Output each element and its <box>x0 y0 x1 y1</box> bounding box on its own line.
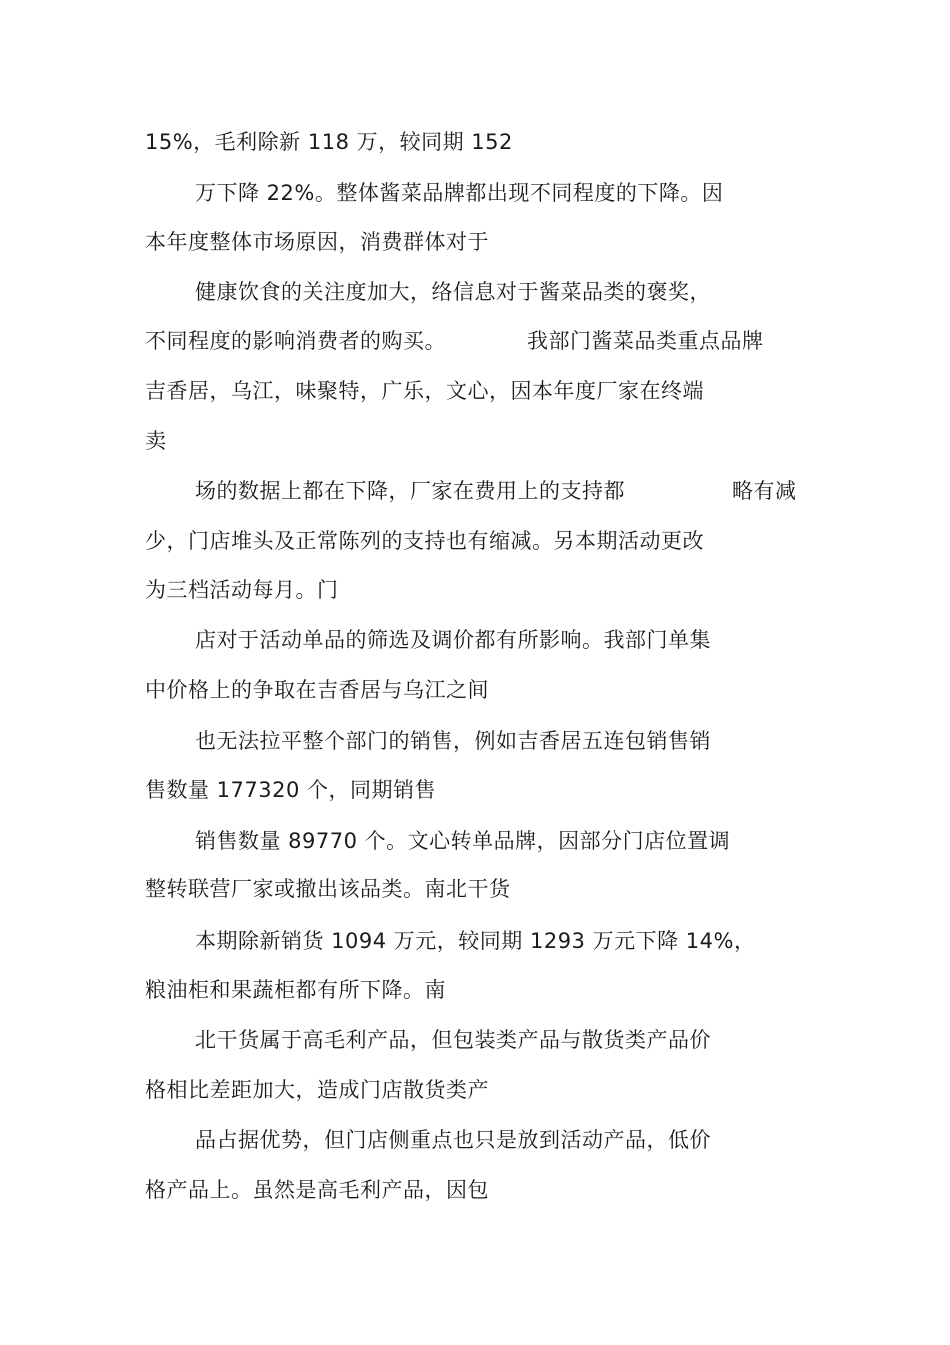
text-line: 品占据优势，但门店侧重点也只是放到活动产品，低价 <box>195 1128 711 1152</box>
text-line: 格产品上。虽然是高毛利产品，因包 <box>145 1178 489 1202</box>
text-line: 少，门店堆头及正常陈列的支持也有缩减。另本期活动更改 <box>145 529 704 553</box>
text-line: 我部门酱菜品类重点品牌 <box>527 329 764 353</box>
text-line: 场的数据上都在下降，厂家在费用上的支持都 <box>195 479 625 503</box>
text-line: 整转联营厂家或撤出该品类。南北干货 <box>145 877 511 901</box>
text-line: 店对于活动单品的筛选及调价都有所影响。我部门单集 <box>195 628 711 652</box>
text-line: 也无法拉平整个部门的销售，例如吉香居五连包销售销 <box>195 729 711 753</box>
text-line: 本期除新销货 1094 万元，较同期 1293 万元下降 14%， <box>195 929 756 953</box>
text-line: 粮油柜和果蔬柜都有所下降。南 <box>145 978 446 1002</box>
text-line: 卖 <box>145 429 167 453</box>
text-line: 本年度整体市场原因，消费群体对于 <box>145 230 489 254</box>
text-line: 15%，毛利除新 118 万，较同期 152 <box>145 130 513 154</box>
text-line: 销售数量 89770 个。文心转单品牌，因部分门店位置调 <box>195 829 731 853</box>
text-line: 中价格上的争取在吉香居与乌江之间 <box>145 678 489 702</box>
text-line: 吉香居，乌江，味聚特，广乐，文心，因本年度厂家在终端 <box>145 379 704 403</box>
text-line: 售数量 177320 个，同期销售 <box>145 778 437 802</box>
text-line: 健康饮食的关注度加大，络信息对于酱菜品类的褒奖， <box>195 280 711 304</box>
text-line: 略有减 <box>732 479 797 503</box>
text-line: 格相比差距加大，造成门店散货类产 <box>145 1078 489 1102</box>
text-line: 万下降 22%。整体酱菜品牌都出现不同程度的下降。因 <box>195 181 724 205</box>
text-line: 为三档活动每月。门 <box>145 578 339 602</box>
text-line: 不同程度的影响消费者的购买。 <box>145 329 446 353</box>
text-line: 北干货属于高毛利产品，但包装类产品与散货类产品价 <box>195 1028 711 1052</box>
